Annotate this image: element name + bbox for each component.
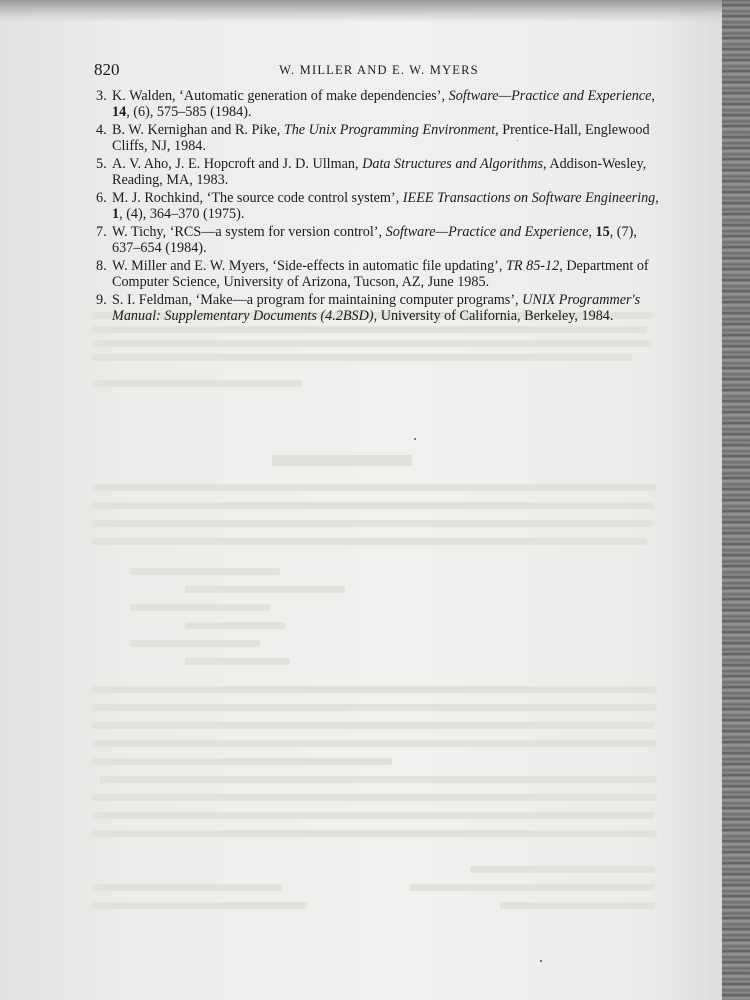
reference-item (96, 293, 668, 324)
reference-text-segment: A. V. Aho, J. E. Hopcroft and J. D. Ullman, (112, 156, 363, 172)
reference-text (112, 225, 668, 256)
reference-text (112, 293, 668, 324)
reference-item (96, 123, 668, 154)
running-head: W. MILLER AND E. W. MYERS (279, 63, 479, 77)
reference-text-segment: , (6), 575–585 (1984). (126, 103, 252, 120)
reference-item (96, 89, 668, 120)
reference-title-italic: Software—Practice and Experience (385, 224, 589, 240)
reference-text (112, 191, 668, 222)
reference-text-segment: , Department of Computer Science, University of Arizona, Tucson, AZ, June 1985. (112, 258, 649, 290)
reference-volume: 1 (112, 205, 120, 222)
reference-title-italic: Data Structures and Algorithms (362, 156, 544, 172)
reference-text-segment: W. Miller and E. W. Myers, ‘Side-effects in automatic file updating’, (112, 258, 507, 274)
reference-text-segment: W. Tichy, ‘RCS—a system for version control’, (112, 224, 386, 240)
reference-text-segment: , University of California, Berkeley, 1984. (373, 307, 614, 324)
reference-text-segment: , Addison-Wesley, Reading, MA, 1983. (112, 156, 647, 188)
reference-number: 9. (96, 292, 107, 308)
scan-top-shadow (0, 0, 722, 22)
binding-edge (722, 0, 750, 1000)
reference-number: 5. (96, 156, 107, 172)
reference-item (96, 191, 668, 222)
reference-item (96, 225, 668, 256)
reference-volume: 14 (112, 103, 127, 120)
reference-text-segment: M. J. Rochkind, ‘The source code control system’, (112, 190, 403, 206)
reference-text-segment: , (651, 88, 655, 104)
reference-text-segment: B. W. Kernighan and R. Pike, (112, 122, 284, 138)
reference-text-segment: , (588, 224, 596, 240)
reference-number: 8. (96, 258, 107, 274)
reference-title-italic: IEEE Transactions on Software Engineering (402, 190, 656, 206)
reference-title-italic: TR 85-12 (506, 258, 560, 274)
reference-number: 6. (96, 190, 107, 206)
reference-title-italic: The Unix Programming Environment (283, 122, 496, 138)
page-number: 820 (94, 60, 120, 79)
reference-list (96, 89, 668, 327)
reference-text (112, 89, 668, 120)
reference-text-segment: , Prentice-Hall, Englewood Cliffs, NJ, 1984. (112, 122, 650, 154)
reference-item (96, 157, 668, 188)
scan-speck (540, 960, 542, 962)
reference-number: 3. (96, 88, 107, 104)
reference-volume: 15 (595, 224, 610, 240)
reference-text-segment: , (7), 637–654 (1984). (112, 224, 637, 256)
reference-title-italic: UNIX Programmer's Manual: Supplementary Documents (4.2BSD) (112, 292, 641, 324)
reference-number: 4. (96, 122, 107, 138)
reference-number: 7. (96, 224, 107, 240)
reference-text (112, 157, 668, 188)
page-header (94, 60, 664, 84)
reference-title-italic: Software—Practice and Experience (448, 88, 652, 104)
reference-text-segment: S. I. Feldman, ‘Make—a program for maintaining computer programs’, (112, 292, 523, 308)
reference-text-segment: K. Walden, ‘Automatic generation of make dependencies’, (112, 88, 449, 104)
reference-text (112, 259, 668, 290)
reference-item (96, 259, 668, 290)
reference-text (112, 123, 668, 154)
reference-text-segment: , (655, 190, 659, 206)
scan-speck (414, 438, 416, 440)
reference-text-segment: , (4), 364–370 (1975). (119, 205, 245, 222)
